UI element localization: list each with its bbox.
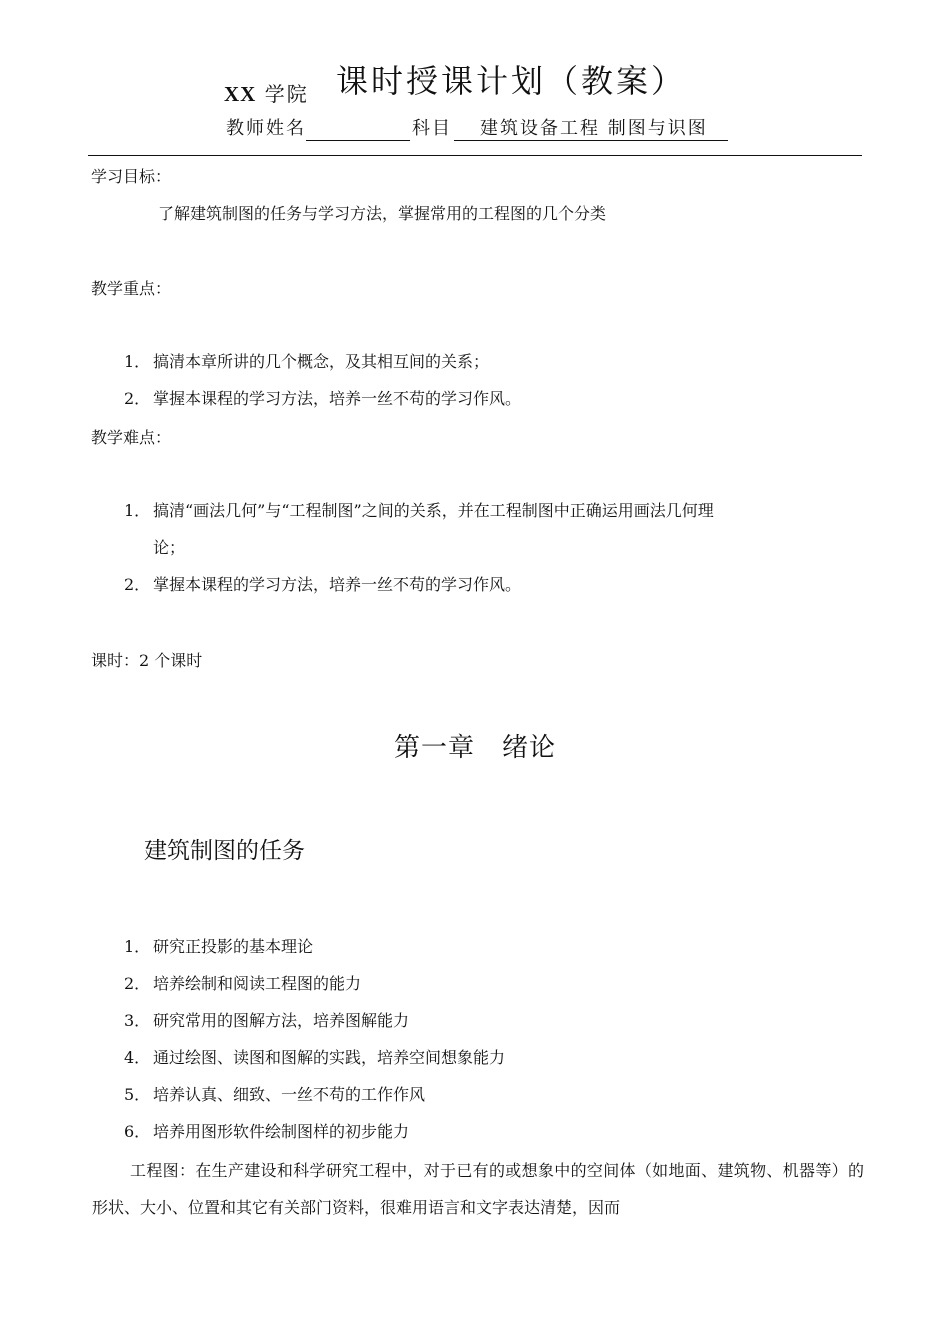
item-number: 2． — [124, 575, 151, 594]
item-text: 培养认真、细致、一丝不苟的工作作风 — [153, 1085, 426, 1104]
college-name — [224, 78, 309, 107]
item-text: 研究常用的图解方法，培养图解能力 — [153, 1011, 410, 1030]
item-number: 4． — [124, 1048, 151, 1067]
teacher-name-blank — [306, 120, 410, 141]
item-number: 1． — [124, 937, 151, 956]
objectives-label: 学习目标： — [91, 167, 172, 186]
subject-label: 科目 — [412, 118, 452, 139]
item-text: 通过绘图、读图和图解的实践，培养空间想象能力 — [153, 1048, 506, 1067]
task-item — [124, 1048, 505, 1067]
item-number: 6． — [124, 1122, 151, 1141]
college-prefix: XX — [224, 82, 257, 106]
class-hours: 课时：2 个课时 — [91, 651, 203, 670]
difficulty-item-continuation: 论； — [153, 538, 186, 557]
key-point-item — [124, 352, 489, 371]
task-item — [124, 1011, 409, 1030]
document-title: 课时授课计划（教案） — [336, 62, 687, 100]
item-text: 研究正投影的基本理论 — [153, 937, 314, 956]
item-number: 1． — [124, 501, 151, 520]
item-text: 掌握本课程的学习方法，培养一丝不苟的学习作风。 — [153, 575, 522, 594]
task-item — [124, 937, 313, 956]
item-text: 培养绘制和阅读工程图的能力 — [153, 974, 362, 993]
task-item — [124, 1085, 425, 1104]
item-text: 搞清“画法几何”与“工程制图”之间的关系，并在工程制图中正确运用画法几何理 — [153, 501, 714, 520]
header-info-row — [226, 114, 728, 141]
subject-value: 建筑设备工程 制图与识图 — [454, 114, 728, 141]
item-number: 2． — [124, 389, 151, 408]
item-number: 1． — [124, 352, 151, 371]
difficulty-item — [124, 501, 714, 520]
item-number: 2． — [124, 974, 151, 993]
task-item — [124, 974, 361, 993]
objectives-text: 了解建筑制图的任务与学习方法，掌握常用的工程图的几个分类 — [158, 204, 607, 223]
college-suffix: 学院 — [264, 82, 309, 106]
teacher-label: 教师姓名 — [226, 118, 306, 139]
key-points-label: 教学重点： — [91, 279, 172, 298]
section-title: 建筑制图的任务 — [144, 838, 305, 864]
header-divider — [88, 155, 862, 156]
item-number: 5． — [124, 1085, 151, 1104]
difficulty-item — [124, 575, 521, 594]
chapter-title: 第一章 绪论 — [393, 733, 556, 763]
difficulties-label: 教学难点： — [91, 428, 172, 447]
task-item — [124, 1122, 409, 1141]
item-text: 搞清本章所讲的几个概念，及其相互间的关系； — [153, 352, 490, 371]
body-paragraph: 工程图：在生产建设和科学研究工程中，对于已有的或想象中的空间体（如地面、建筑物、机器等）的形状、大小、位置和其它有关部门资料，很难用语言和文字表达清楚，因而 — [92, 1161, 864, 1217]
key-point-item — [124, 389, 521, 408]
item-text: 培养用图形软件绘制图样的初步能力 — [153, 1122, 410, 1141]
item-number: 3． — [124, 1011, 151, 1030]
item-text: 掌握本课程的学习方法，培养一丝不苟的学习作风。 — [153, 389, 522, 408]
